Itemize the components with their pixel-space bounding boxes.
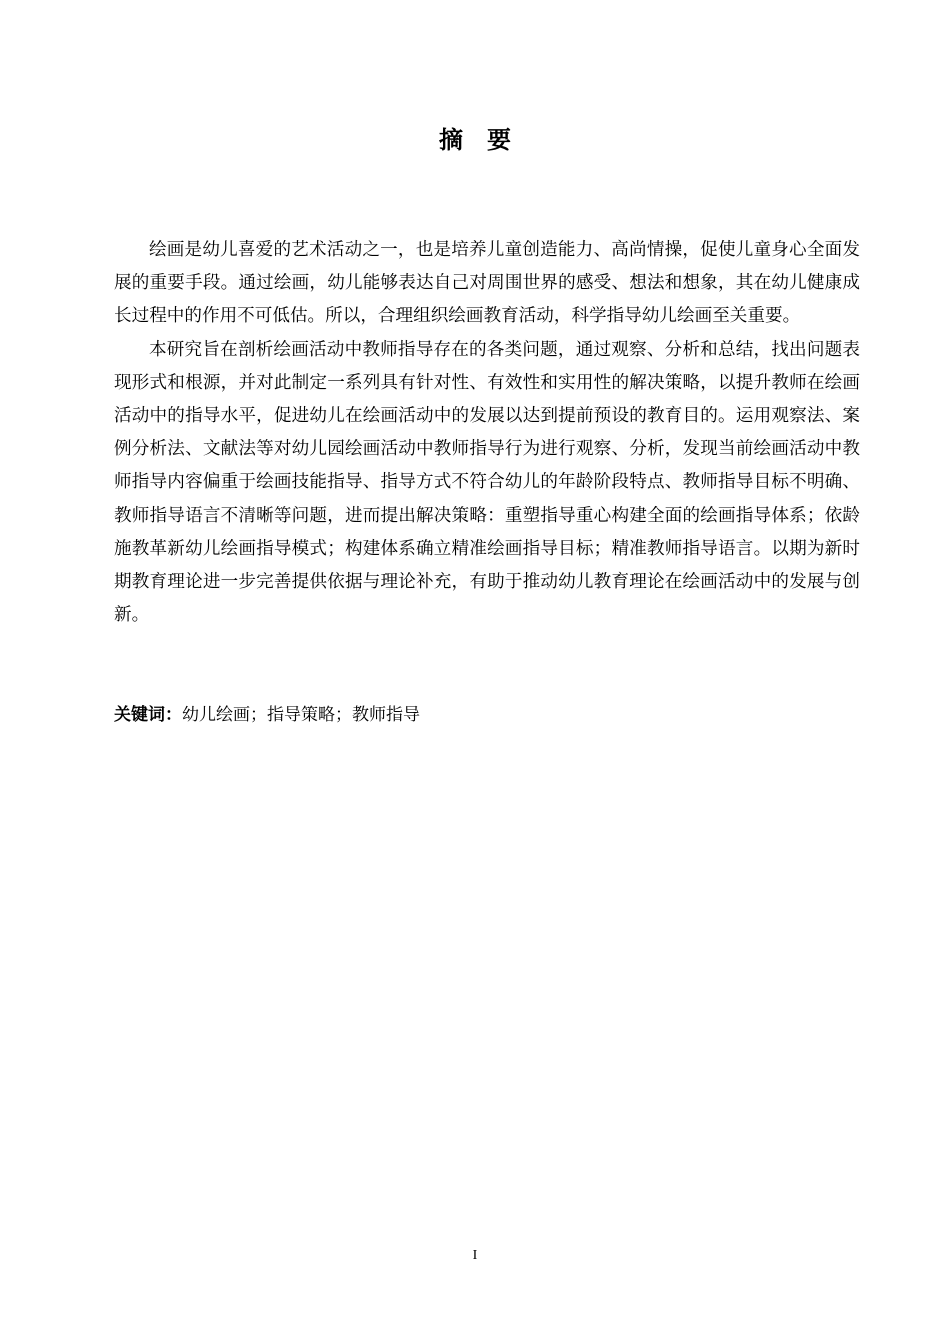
title-char-1: 摘 <box>439 126 463 154</box>
page-title <box>0 122 950 158</box>
keywords-line <box>114 700 860 730</box>
abstract-paragraph-1: 绘画是幼儿喜爱的艺术活动之一，也是培养儿童创造能力、高尚情操，促使儿童身心全面发展的重要手段。通过绘画，幼儿能够表达自己对周围世界的感受、想法和想象，其在幼儿健康成长过程中的作用不可低估。所以，合理组织绘画教育活动，科学指导幼儿绘画至关重要。 <box>114 240 860 327</box>
keywords-label: 关键词： <box>114 705 182 725</box>
abstract-paragraph-2: 本研究旨在剖析绘画活动中教师指导存在的各类问题，通过观察、分析和总结，找出问题表现形式和根源，并对此制定一系列具有针对性、有效性和实用性的解决策略，以提升教师在绘画活动中的指导水平，促进幼儿在绘画活动中的发展以达到提前预设的教育目的。运用观察法、案例分析法、文献法等对幼儿园绘画活动中教师指导行为进行观察、分析，发现当前绘画活动中教师指导内容偏重于绘画技能指导、指导方式不符合幼儿的年龄阶段特点、教师指导目标不明确、教师指导语言不清晰等问题，进而提出解决策略：重塑指导重心构建全面的绘画指导体系；依龄施教革新幼儿绘画指导模式；构建体系确立精准绘画指导目标；精准教师指导语言。以期为新时期教育理论进一步完善提供依据与理论补充，有助于推动幼儿教育理论在绘画活动中的发展与创新。 <box>114 339 860 626</box>
page-number: I <box>472 1248 478 1263</box>
keywords-text: 幼儿绘画；指导策略；教师指导 <box>182 705 420 725</box>
abstract-body <box>114 234 860 632</box>
title-char-2: 要 <box>487 126 511 154</box>
